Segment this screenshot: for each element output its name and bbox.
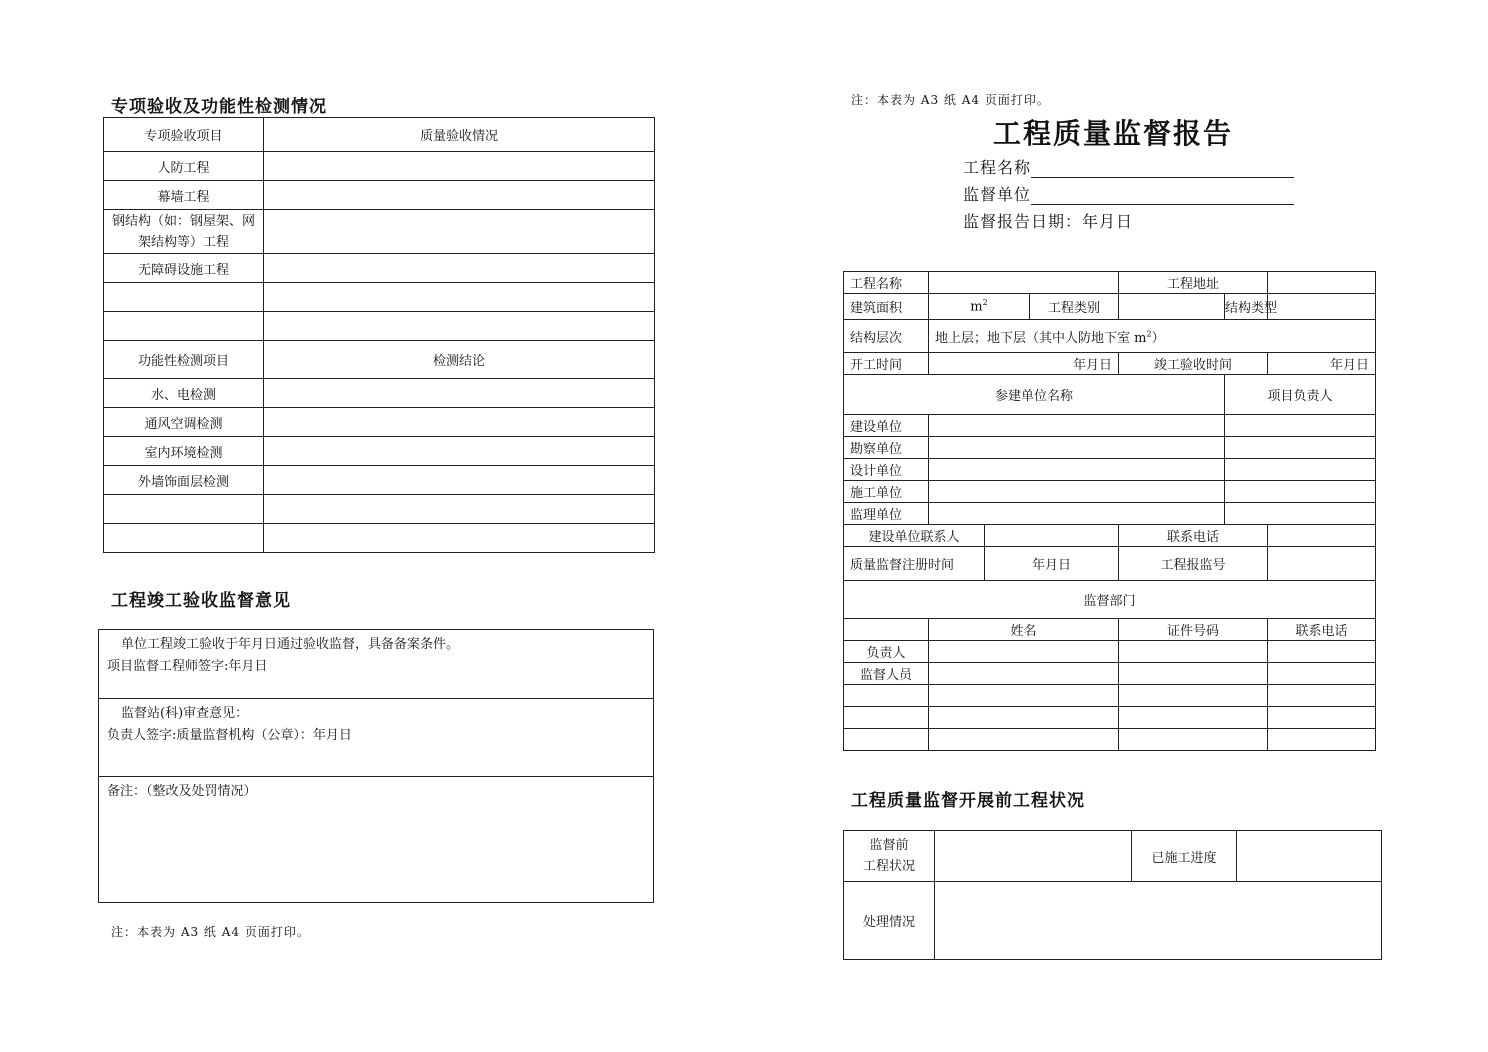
value-acceptance-time[interactable]: 年月日 xyxy=(1268,353,1376,375)
label-acceptance-time: 竣工验收时间 xyxy=(1119,353,1268,375)
staff-id-cell[interactable] xyxy=(1119,663,1268,685)
field-supervise-unit-label: 监督单位 xyxy=(963,185,1032,204)
unit-leader-cell[interactable] xyxy=(1225,459,1376,481)
staff-name-cell[interactable] xyxy=(929,729,1119,751)
pre-supervision-title: 工程质量监督开展前工程状况 xyxy=(851,791,1085,811)
unit-name-cell[interactable] xyxy=(929,459,1225,481)
unit-name-cell[interactable] xyxy=(929,481,1225,503)
unit-label: 建设单位 xyxy=(844,415,929,437)
header-special-item: 专项验收项目 xyxy=(104,118,264,152)
supervise-unit-input[interactable] xyxy=(1031,186,1294,205)
field-project-name xyxy=(963,155,1294,178)
special-value-cell[interactable] xyxy=(264,152,655,181)
function-item: 通风空调检测 xyxy=(104,408,264,437)
special-item: 幕墙工程 xyxy=(104,181,264,210)
opinion-remarks-box[interactable] xyxy=(98,776,654,903)
special-value-cell[interactable] xyxy=(264,181,655,210)
opinion-line-4: 负责人签字:质量监督机构（公章）：年月日 xyxy=(107,728,352,743)
value-pre-status[interactable] xyxy=(935,831,1132,882)
unit-label: 监理单位 xyxy=(844,503,929,525)
staff-id-cell[interactable] xyxy=(1119,707,1268,729)
value-contact-phone[interactable] xyxy=(1268,525,1376,547)
value-structure-levels[interactable] xyxy=(929,320,1376,353)
special-item-empty xyxy=(104,312,264,341)
label-registration-time: 质量监督注册时间 xyxy=(844,547,985,581)
label-contact-phone: 联系电话 xyxy=(1119,525,1268,547)
staff-id-cell[interactable] xyxy=(1119,685,1268,707)
label-project-address: 工程地址 xyxy=(1119,272,1268,294)
staff-header-phone: 联系电话 xyxy=(1268,619,1376,641)
label-structure-levels: 结构层次 xyxy=(844,320,929,353)
special-value-cell[interactable] xyxy=(264,254,655,283)
value-project-name[interactable] xyxy=(929,272,1119,294)
opinion-engineer-box[interactable] xyxy=(98,629,654,699)
header-quality-status: 质量验收情况 xyxy=(264,118,655,152)
staff-role: 监督人员 xyxy=(844,663,929,685)
staff-phone-cell[interactable] xyxy=(1268,663,1376,685)
special-item: 人防工程 xyxy=(104,152,264,181)
field-project-name-label: 工程名称 xyxy=(963,158,1032,177)
label-structure-type: 结构类型 xyxy=(1225,294,1268,320)
area-unit-sup: 2 xyxy=(982,298,988,308)
function-value-cell[interactable] xyxy=(264,408,655,437)
project-name-input[interactable] xyxy=(1031,159,1294,178)
value-registration-time[interactable]: 年月日 xyxy=(985,547,1119,581)
special-item: 无障碍设施工程 xyxy=(104,254,264,283)
opinion-line-5: 备注：（整改及处罚情况） xyxy=(107,784,257,799)
special-acceptance-title: 专项验收及功能性检测情况 xyxy=(111,97,327,117)
special-value-cell[interactable] xyxy=(264,312,655,341)
function-value-cell[interactable] xyxy=(264,437,655,466)
field-report-date: 监督报告日期：年月日 xyxy=(963,212,1134,231)
staff-phone-cell[interactable] xyxy=(1268,707,1376,729)
label-building-area: 建筑面积 xyxy=(844,294,929,320)
function-value-cell[interactable] xyxy=(264,495,655,524)
staff-name-cell[interactable] xyxy=(929,685,1119,707)
label-pre-status-2: 工程状况 xyxy=(862,859,915,874)
function-item: 外墙饰面层检测 xyxy=(104,466,264,495)
levels-close: ） xyxy=(1151,330,1165,346)
function-item-empty xyxy=(104,524,264,553)
opinion-line-1: 单位工程竣工验收于年月日通过验收监督，具备备案条件。 xyxy=(121,637,460,652)
staff-name-cell[interactable] xyxy=(929,641,1119,663)
label-report-number: 工程报监号 xyxy=(1119,547,1268,581)
header-function-item: 功能性检测项目 xyxy=(104,341,264,379)
staff-phone-cell[interactable] xyxy=(1268,685,1376,707)
label-progress: 已施工进度 xyxy=(1132,831,1237,882)
area-unit: m xyxy=(970,299,983,315)
staff-header-name: 姓名 xyxy=(929,619,1119,641)
right-footnote: 注：本表为 A3 纸 A4 页面打印。 xyxy=(851,93,1050,107)
label-contact-person: 建设单位联系人 xyxy=(844,525,985,547)
field-supervise-unit xyxy=(963,182,1294,205)
unit-name-cell[interactable] xyxy=(929,503,1225,525)
function-value-cell[interactable] xyxy=(264,524,655,553)
unit-name-cell[interactable] xyxy=(929,437,1225,459)
label-project-type: 工程类别 xyxy=(1030,294,1119,320)
pre-supervision-table xyxy=(843,830,1382,960)
value-progress[interactable] xyxy=(1237,831,1382,882)
staff-phone-cell[interactable] xyxy=(1268,641,1376,663)
value-project-type[interactable] xyxy=(1119,294,1225,320)
label-start-time: 开工时间 xyxy=(844,353,929,375)
unit-leader-cell[interactable] xyxy=(1225,503,1376,525)
staff-id-cell[interactable] xyxy=(1119,641,1268,663)
opinion-line-2: 项目监督工程师签字:年月日 xyxy=(107,659,268,674)
opinion-station-box[interactable] xyxy=(98,698,654,777)
function-item-empty xyxy=(104,495,264,524)
header-supervision-dept: 监督部门 xyxy=(844,581,1376,619)
value-structure-type[interactable] xyxy=(1268,294,1376,320)
function-item: 室内环境检测 xyxy=(104,437,264,466)
unit-label: 勘察单位 xyxy=(844,437,929,459)
levels-text: 地上层；地下层（其中人防地下室 m xyxy=(935,330,1147,346)
special-acceptance-table xyxy=(103,117,655,553)
staff-role-empty xyxy=(844,729,929,751)
label-project-name: 工程名称 xyxy=(844,272,929,294)
function-value-cell[interactable] xyxy=(264,379,655,408)
project-info-table xyxy=(843,271,1376,751)
staff-role-empty xyxy=(844,707,929,729)
unit-leader-cell[interactable] xyxy=(1225,481,1376,503)
special-value-cell[interactable] xyxy=(264,210,655,254)
special-item-empty xyxy=(104,283,264,312)
unit-label: 施工单位 xyxy=(844,481,929,503)
staff-header-blank xyxy=(844,619,929,641)
staff-header-id: 证件号码 xyxy=(1119,619,1268,641)
label-handling: 处理情况 xyxy=(844,882,935,960)
function-value-cell[interactable] xyxy=(264,466,655,495)
header-project-leader: 项目负责人 xyxy=(1225,375,1376,415)
staff-role-empty xyxy=(844,685,929,707)
value-handling[interactable] xyxy=(935,882,1382,960)
staff-id-cell[interactable] xyxy=(1119,729,1268,751)
label-pre-status-1: 监督前 xyxy=(869,838,909,853)
staff-name-cell[interactable] xyxy=(929,707,1119,729)
function-item: 水、电检测 xyxy=(104,379,264,408)
levels-sup: 2 xyxy=(1146,329,1152,339)
unit-label: 设计单位 xyxy=(844,459,929,481)
value-building-area[interactable] xyxy=(929,294,1030,320)
staff-phone-cell[interactable] xyxy=(1268,729,1376,751)
unit-leader-cell[interactable] xyxy=(1225,415,1376,437)
header-test-conclusion: 检测结论 xyxy=(264,341,655,379)
value-start-time[interactable]: 年月日 xyxy=(929,353,1119,375)
staff-name-cell[interactable] xyxy=(929,663,1119,685)
value-report-number[interactable] xyxy=(1268,547,1376,581)
left-footnote: 注：本表为 A3 纸 A4 页面打印。 xyxy=(111,925,310,939)
unit-name-cell[interactable] xyxy=(929,415,1225,437)
staff-role: 负责人 xyxy=(844,641,929,663)
label-pre-status xyxy=(844,831,935,882)
header-unit-names: 参建单位名称 xyxy=(844,375,1225,415)
special-item: 钢结构（如：钢屋架、网架结构等）工程 xyxy=(104,210,264,254)
special-value-cell[interactable] xyxy=(264,283,655,312)
value-project-address[interactable] xyxy=(1268,272,1376,294)
unit-leader-cell[interactable] xyxy=(1225,437,1376,459)
completion-opinion-title: 工程竣工验收监督意见 xyxy=(111,591,291,611)
report-title: 工程质量监督报告 xyxy=(993,117,1234,150)
opinion-line-3: 监督站(科)审查意见： xyxy=(121,706,249,721)
value-contact-person[interactable] xyxy=(985,525,1119,547)
